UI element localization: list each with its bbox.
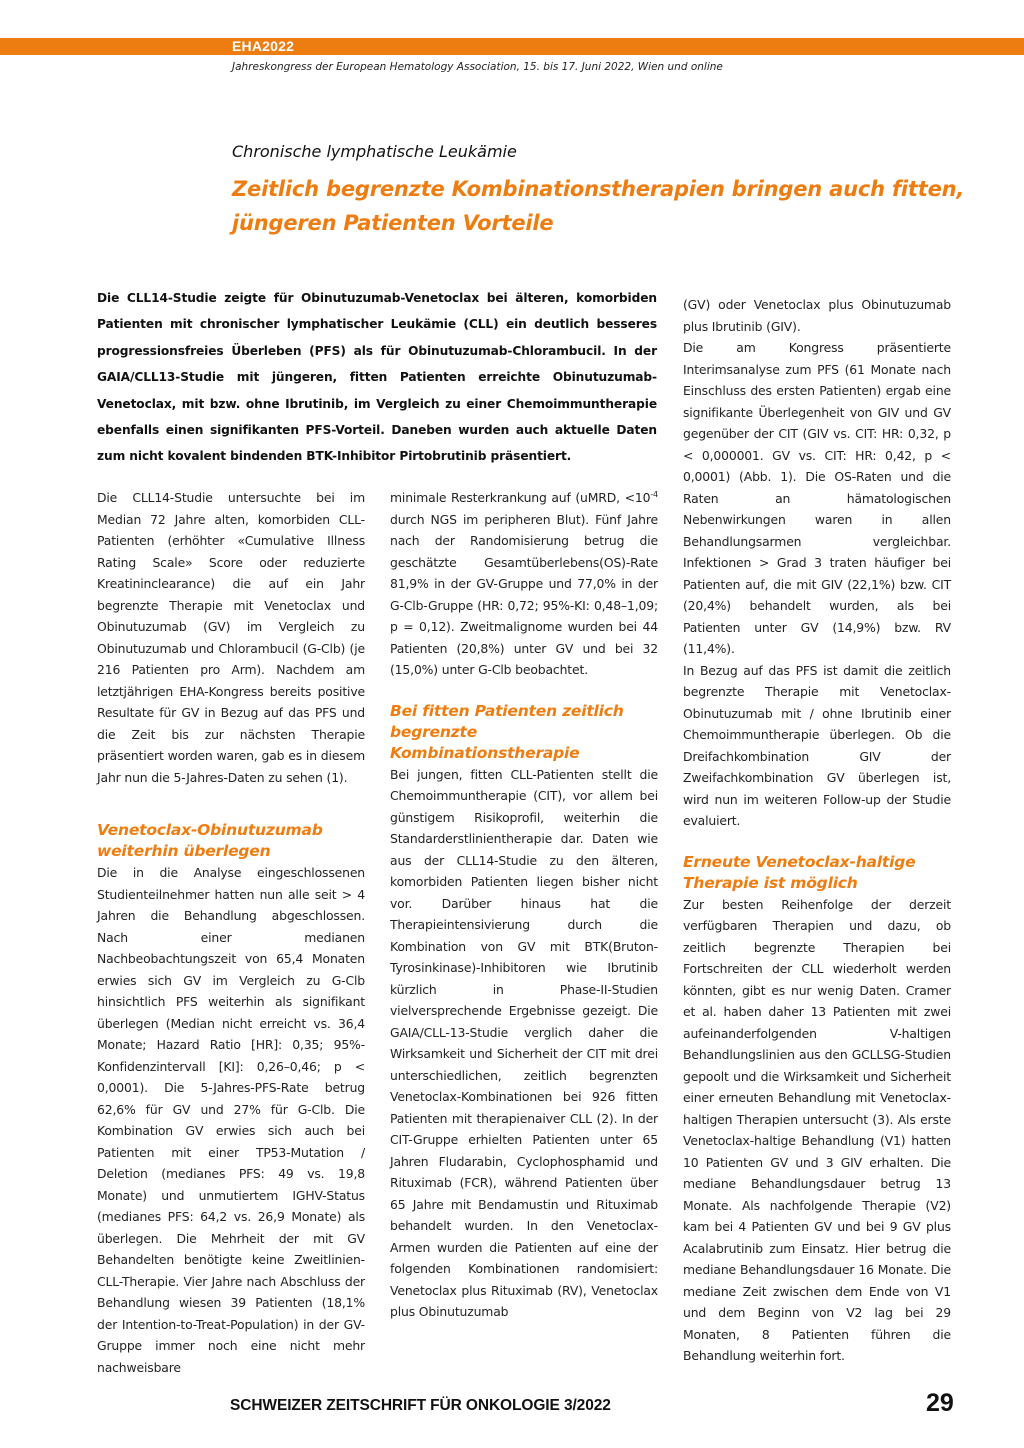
superscript: -4: [650, 489, 658, 499]
section-heading: Venetoclax-Obinutuzumab weiterhin überlegen: [97, 821, 323, 860]
paragraph-part: durch NGS im peripheren Blut). Fünf Jahre nach der Randomisierung betrug die geschätzte Gesamtüberlebens(OS)-Rate 81,9% in der GV-Gruppe und 77,0% in der G-Clb-Gruppe (HR: 0,72; 95%-KI: 0,48–1,09; p = 0,12). Zweitmalignome wurden bei 44 Patienten (20,8%) unter GV und bei 32 (15,0%) unter G-Clb beobachtet.: [390, 511, 658, 677]
journal-footer: SCHWEIZER ZEITSCHRIFT FÜR ONKOLOGIE 3/2022: [230, 1397, 611, 1414]
paragraph: Bei jungen, fitten CLL-Patienten stellt die Chemoimmuntherapie (CIT), vor allem bei günstigem Risikoprofil, weiterhin die Standarderstlinientherapie dar. Daten wie aus der CLL14-Studie zu den älteren, komorbiden Patienten liegen bisher nicht vor. Darüber hinaus hat die Therapieintensivierung durch die Kombination von GV mit BTK(Bruton-Tyrosinkinase)-Inhibitoren wie Ibrutinib kürzlich in Phase-II-Studien vielversprechende Ergebnisse gezeigt. Die GAIA/CLL-13-Studie verglich daher die Wirksamkeit und Sicherheit der CIT mit drei unterschiedlichen, zeitlich begrenzten Venetoclax-Kombinationen bei 926 fitten Patienten mit therapienaiver CLL (2). In der CIT-Gruppe erhielten Patienten unter 65 Jahren Fludarabin, Cyclophosphamid und Rituximab (FCR), während Patienten über 65 Jahre mit Bendamustin und Rituximab behandelt wurden. In den Venetoclax-Armen wurden die Patienten auf eine der folgenden Kombinationen randomisiert: Venetoclax plus Rituximab (RV), Venetoclax plus Obinutuzumab: [390, 766, 658, 1319]
paragraph: [390, 487, 658, 681]
paragraph: (GV) oder Venetoclax plus Obinutuzumab plus Ibrutinib (GIV).: [683, 297, 951, 334]
article-title: Zeitlich begrenzte Kombinationstherapien bringen auch fitten, jüngeren Patienten Vorteile: [232, 177, 965, 235]
paragraph: Die in die Analyse eingeschlossenen Studienteilnehmer hatten nun alle seit > 4 Jahren die Behandlung abgeschlossen. Nach einer medianen Nachbeobachtungszeit von 65,4 Monaten erwies sich GV im Vergleich zu G-Clb hinsichtlich PFS weiterhin als signifikant überlegen (Median nicht erreicht vs. 36,4 Monate; Hazard Ratio [HR]: 0,35; 95%-Konfidenzintervall [KI]: 0,26–0,46; p < 0,0001). Die 5-Jahres-PFS-Rate betrug 62,6% für GV und 27% für G-Clb. Die Kombination GV erwies sich auch bei Patienten mit einer TP53-Mutation / Deletion (medianes PFS: 49 vs. 19,8 Monate) und unmutiertem IGHV-Status (medianes PFS: 64,2 vs. 26,9 Monate) als überlegen. Die Mehrheit der mit GV Behandelten benötigte keine Zweitlinien-CLL-Therapie. Vier Jahre nach Abschluss der Behandlung wiesen 39 Patienten (18,1% der Intention-to-Treat-Population) in der GV-Gruppe immer noch eine nicht mehr nachweisbare: [97, 865, 365, 1375]
congress-subline: Jahreskongress der European Hematology Association, 15. bis 17. Juni 2022, Wien und online: [232, 61, 723, 73]
text-column-3: [683, 294, 951, 1367]
article-lead: Die CLL14-Studie zeigte für Obinutuzumab-Venetoclax bei älteren, komorbiden Patienten mit chronischer lymphatischer Leukämie (CLL) ein deutlich besseres progressionsfreies Überleben (PFS) als für Obinutuzumab-Chlorambucil. In der GAIA/CLL13-Studie mit jüngeren, fitten Patienten erreichte Obinutuzumab-Venetoclax, mit bzw. ohne Ibrutinib, im Vergleich zu einer Chemoimmuntherapie ebenfalls einen signifikanten PFS-Vorteil. Daneben wurden auch aktuelle Daten zum nicht kovalent bindenden BTK-Inhibitor Pirtobrutinib präsentiert.: [97, 291, 657, 464]
section-heading: Erneute Venetoclax-haltige Therapie ist möglich: [683, 852, 916, 892]
header-bar: [0, 38, 1024, 55]
paragraph: In Bezug auf das PFS ist damit die zeitlich begrenzte Therapie mit Venetoclax-Obinutuzumab mit / ohne Ibrutinib einer Chemoimmuntherapie überlegen. Ob die Dreifachkombination GIV der Zweifachkombination GV überlegen ist, wird nun im weiteren Follow-up der Studie evaluiert.: [683, 662, 951, 828]
paragraph: Die am Kongress präsentierte Interimsanalyse zum PFS (61 Monate nach Einschluss des ersten Patienten) ergab eine signifikante Überlegenheit von GIV und GV gegenüber der CIT (GIV vs. CIT: HR: 0,32, p < 0,000001. GV vs. CIT: HR: 0,42, p < 0,0001) (Abb. 1). Die OS-Raten und die Raten an hämatologischen Nebenwirkungen waren in allen Behandlungsarmen vergleichbar. Infektionen > Grad 3 traten häufiger bei Patienten auf, die mit GIV (22,1%) bzw. CIT (20,4%) behandelt wurden, als bei Patienten unter GV (14,9%) bzw. RV (11,4%).: [683, 340, 951, 656]
paragraph: Die CLL14-Studie untersuchte bei im Median 72 Jahre alten, komorbiden CLL-Patienten (erhöhter «Cumulative Illness Rating Scale» Score oder reduzierte Kreatininclearance) die auf ein Jahr begrenzte Therapie mit Venetoclax und Obinutuzumab (GV) im Vergleich zu Obinutuzumab und Chlorambucil (G-Clb) (je 216 Patienten pro Arm). Nachdem am letztjährigen EHA-Kongress bereits positive Resultate für GV in Bezug auf das PFS und die Zeit bis zur nächsten Therapie präsentiert worden waren, gab es in diesem Jahr nun die 5-Jahres-Daten zu sehen (1).: [97, 490, 365, 785]
page-number: 29: [926, 1389, 954, 1417]
text-column-2: [390, 487, 658, 1323]
article-kicker: Chronische lymphatische Leukämie: [232, 142, 517, 161]
congress-tag: EHA2022: [232, 38, 295, 54]
text-column-1: [97, 487, 365, 1378]
paragraph-part: minimale Resterkrankung auf (uMRD, <10: [390, 490, 651, 505]
section-heading: Bei fitten Patienten zeitlich begrenzte Kombinationstherapie: [390, 701, 624, 762]
paragraph: Zur besten Reihenfolge der derzeit verfügbaren Therapien und dazu, ob zeitlich begrenzte Therapien bei Fortschreiten der CLL wiederholt werden könnten, gibt es nur wenig Daten. Cramer et al. haben daher 13 Patienten mit zwei aufeinanderfolgenden V-haltigen Behandlungslinien aus den GCLLSG-Studien gepoolt und die Wirksamkeit und Sicherheit einer erneuten Behandlung mit Venetoclax-haltigen Therapien untersucht (3). Als erste Venetoclax-haltige Behandlung (V1) hatten 10 Patienten GV und 3 GIV erhalten. Die mediane Behandlungsdauer betrug 13 Monate. Als nachfolgende Therapie (V2) kam bei 4 Patienten GV und bei 9 GV plus Acalabrutinib zum Einsatz. Hier betrug die mediane Behandlungsdauer 16 Monate. Die mediane Zeit zwischen dem Ende von V1 und dem Beginn von V2 lag bei 29 Monaten, 8 Patienten führen die Behandlung weiterhin fort.: [683, 896, 951, 1363]
